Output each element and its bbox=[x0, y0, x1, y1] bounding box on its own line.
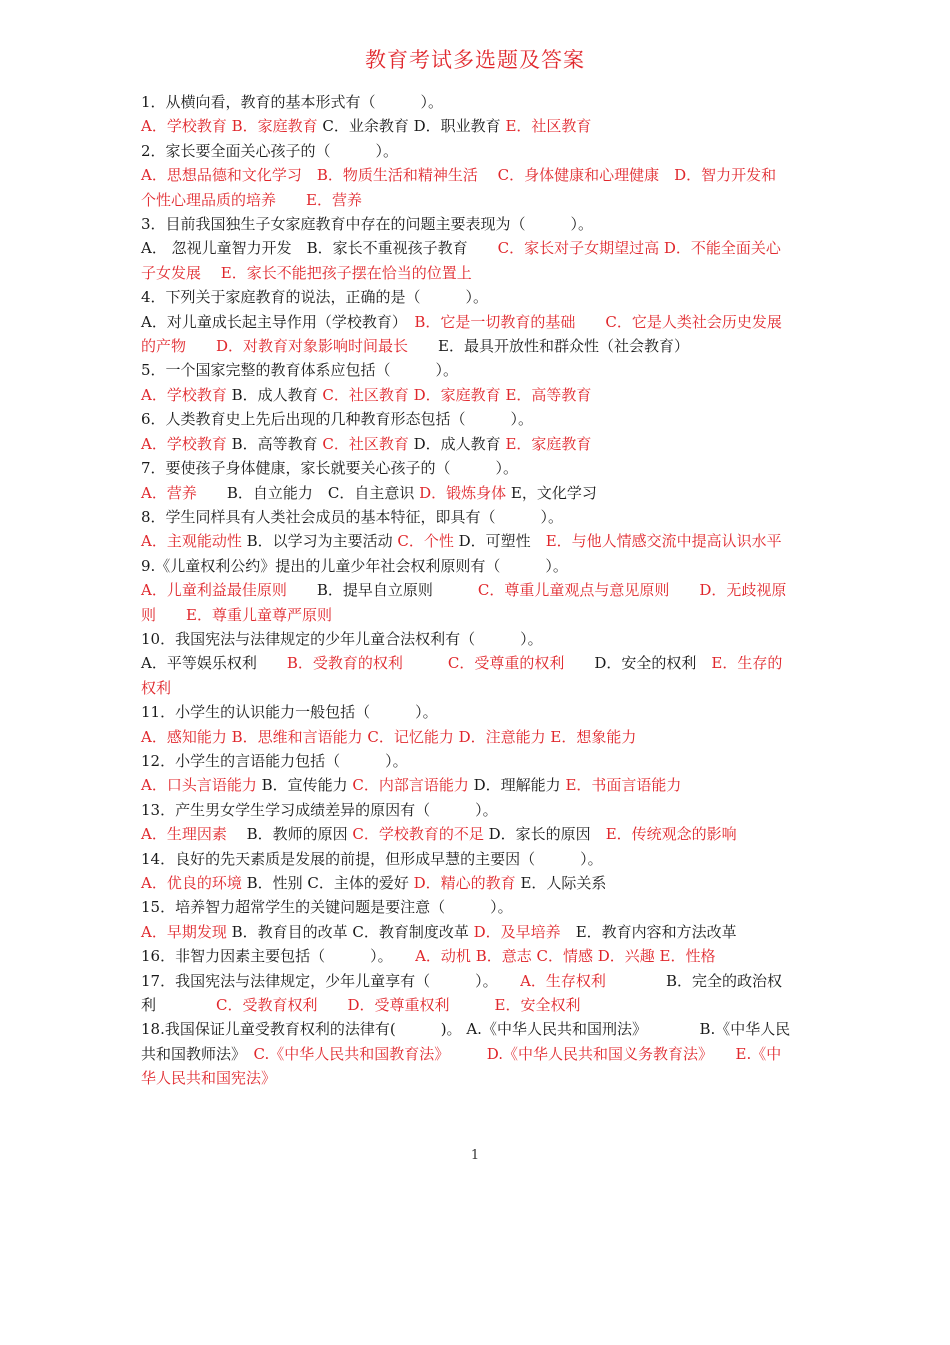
question-1 bbox=[141, 90, 791, 114]
question-text: 14．良好的先天素质是发展的前提，但形成早慧的主要因（ ）。 bbox=[141, 849, 603, 868]
question-8 bbox=[141, 505, 791, 529]
answer-correct-text: E．家庭教育 bbox=[505, 434, 592, 453]
answer-option-text: A.《中华人民共和国刑法》 B.《中华人民共和国教师法》 bbox=[141, 1020, 791, 1063]
answer-correct-text: E．传统观念的影响 bbox=[605, 825, 737, 844]
answer-correct-text: B．受教育的权利 C．受尊重的权利 bbox=[286, 654, 595, 673]
answer-option-text: D．安全的权利 bbox=[594, 654, 712, 673]
answer-correct-text: A．营养 bbox=[141, 483, 227, 502]
answer-option-text: B．教育目的改革 C．教育制度改革 bbox=[231, 922, 474, 941]
answer-option-text: D．成人教育 bbox=[413, 434, 506, 453]
answer-option-text: B．提早自立原则 bbox=[316, 581, 478, 600]
answer-option-text: D．理解能力 bbox=[473, 776, 566, 795]
answer-line bbox=[141, 578, 791, 627]
question-6 bbox=[141, 407, 791, 431]
question-2 bbox=[141, 139, 791, 163]
answer-line bbox=[141, 651, 791, 700]
question-text: 16．非智力因素主要包括（ ）。 bbox=[141, 947, 416, 966]
answer-option-text: E，文化学习 bbox=[510, 483, 597, 502]
answer-correct-text: E．与他人情感交流中提高认识水平 bbox=[545, 532, 782, 551]
answer-option-text: E．最具开放性和群众性（社会教育） bbox=[438, 337, 689, 356]
question-text: 6．人类教育史上先后出现的几种教育形态包括（ ）。 bbox=[141, 410, 534, 429]
answer-correct-text: A．优良的环境 bbox=[141, 874, 247, 892]
answer-correct-text: A．生存权利 bbox=[520, 971, 666, 990]
answer-option-text: E．人际关系 bbox=[520, 874, 607, 892]
question-5 bbox=[141, 358, 791, 382]
answer-option-text: A． 忽视儿童智力开发 B．家长不重视孩子教育 bbox=[141, 239, 498, 258]
answer-correct-text: D．及早培养 bbox=[473, 922, 576, 941]
answer-correct-text: E．社区教育 bbox=[505, 117, 592, 136]
question-text: 7．要使孩子身体健康，家长就要关心孩子的（ ）。 bbox=[141, 459, 519, 478]
question-text: 15．培养智力超常学生的关键问题是要注意（ ）。 bbox=[141, 898, 513, 917]
answer-correct-text: C．学校教育的不足 bbox=[352, 825, 489, 844]
question-10 bbox=[141, 627, 791, 651]
answer-correct-text: D．锻炼身体 bbox=[419, 483, 511, 502]
question-text: 4．下列关于家庭教育的说法，正确的是（ ）。 bbox=[141, 288, 489, 307]
answer-correct-text: C．个性 bbox=[397, 532, 459, 551]
page-title: 教育考试多选题及答案 bbox=[365, 48, 585, 72]
question-text: 1．从横向看，教育的基本形式有（ ）。 bbox=[141, 93, 444, 111]
question-18 bbox=[141, 1017, 791, 1090]
answer-option-text: B．高等教育 bbox=[231, 434, 323, 453]
answer-correct-text: A．生理因素 bbox=[141, 825, 247, 844]
question-text: 11．小学生的认识能力一般包括（ ）。 bbox=[141, 703, 438, 722]
answer-option-text: B．成人教育 bbox=[231, 385, 323, 404]
answer-correct-text: A．动机 B．意志 C．情感 D．兴趣 E．性格 bbox=[415, 947, 716, 966]
answer-line bbox=[141, 163, 791, 212]
answer-correct-text: A．感知能力 B．思维和言语能力 C．记忆能力 D．注意能力 E．想象能力 bbox=[141, 727, 637, 746]
answer-correct-text: D．精心的教育 bbox=[413, 874, 521, 892]
question-14 bbox=[141, 847, 791, 871]
question-17 bbox=[141, 969, 791, 1018]
question-11 bbox=[141, 700, 791, 724]
answer-line bbox=[141, 725, 791, 749]
question-9 bbox=[141, 554, 791, 578]
answer-correct-text: C．社区教育 D．家庭教育 E．高等教育 bbox=[322, 385, 592, 404]
answer-correct-text: A．学校教育 bbox=[141, 434, 232, 453]
question-7 bbox=[141, 456, 791, 480]
question-text: 13．产生男女学生学习成绩差异的原因有（ ）。 bbox=[141, 800, 498, 819]
question-text: 18.我国保证儿童受教育权利的法律有( )。 bbox=[141, 1020, 467, 1039]
page-number: 1 bbox=[470, 1148, 480, 1163]
question-text: 17．我国宪法与法律规定，少年儿童享有（ ）。 bbox=[141, 971, 521, 990]
answer-line bbox=[141, 236, 791, 285]
answer-line bbox=[141, 529, 791, 553]
answer-correct-text: C．社区教育 bbox=[322, 434, 414, 453]
answer-option-text: D．可塑性 bbox=[458, 532, 546, 551]
answer-line bbox=[141, 383, 791, 407]
question-list bbox=[141, 90, 791, 1091]
answer-correct-text: A．主观能动性 bbox=[141, 532, 247, 551]
answer-option-text: A．平等娱乐权利 bbox=[141, 654, 287, 673]
answer-line bbox=[141, 773, 791, 797]
answer-option-text: B．自立能力 C．自主意识 bbox=[226, 483, 420, 502]
question-12 bbox=[141, 749, 791, 773]
question-text: 8．学生同样具有人类社会成员的基本特征，即具有（ ）。 bbox=[141, 507, 564, 526]
question-text: 9.《儿童权利公约》提出的儿童少年社会权利原则有（ ）。 bbox=[141, 556, 568, 575]
answer-correct-text: A．早期发现 bbox=[141, 922, 232, 941]
answer-line bbox=[141, 432, 791, 456]
answer-correct-text: A．思想品德和文化学习 B．物质生活和精神生活 C．身体健康和心理健康 D．智力开发和个性心理品质的培养 E．营养 bbox=[141, 166, 777, 209]
question-13 bbox=[141, 798, 791, 822]
answer-correct-text: A．学校教育 bbox=[141, 385, 232, 404]
answer-correct-text: C．家长对子女期望过高 D．不能全面关心子女发展 E．家长不能把孩子摆在恰当的位置上 bbox=[141, 239, 781, 282]
answer-option-text: B．宣传能力 bbox=[261, 776, 353, 795]
question-16 bbox=[141, 944, 791, 968]
answer-option-text: E．教育内容和方法改革 bbox=[575, 922, 737, 941]
answer-correct-text: C.《中华人民共和国教育法》 D.《中华人民共和国义务教育法》 E.《中华人民共和国宪法》 bbox=[141, 1044, 782, 1088]
answer-correct-text: E．生存的权利 bbox=[141, 654, 783, 697]
question-text: 5．一个国家完整的教育体系应包括（ ）。 bbox=[141, 361, 459, 380]
answer-correct-text: E．书面言语能力 bbox=[565, 776, 682, 795]
answer-correct-text: C．受教育权利 D．受尊重权利 E．安全权利 bbox=[216, 996, 581, 1015]
question-text: 2．家长要全面关心孩子的（ ）。 bbox=[141, 141, 399, 160]
answer-correct-text: C．尊重儿童观点与意见原则 D．无歧视原则 E．尊重儿童尊严原则 bbox=[141, 581, 787, 624]
answer-correct-text: A．学校教育 B．家庭教育 bbox=[141, 117, 323, 136]
question-4 bbox=[141, 285, 791, 309]
answer-correct-text: A．儿童利益最佳原则 bbox=[141, 581, 317, 600]
answer-line bbox=[141, 114, 791, 138]
answer-option-text: B．性别 C．主体的爱好 bbox=[246, 874, 414, 892]
question-text: 12．小学生的言语能力包括（ ）。 bbox=[141, 751, 408, 770]
answer-line bbox=[141, 481, 791, 505]
answer-option-text: B．教师的原因 bbox=[246, 825, 353, 844]
answer-line bbox=[141, 310, 791, 359]
answer-correct-text: C．内部言语能力 bbox=[352, 776, 474, 795]
question-15 bbox=[141, 895, 791, 919]
answer-option-text: B．完全的政治权利 bbox=[141, 971, 782, 1015]
answer-option-text: D．家长的原因 bbox=[488, 825, 606, 844]
answer-option-text: B．以学习为主要活动 bbox=[246, 532, 398, 551]
answer-option-text: A．对儿童成长起主导作用（学校教育） bbox=[141, 312, 415, 331]
answer-correct-text: A．口头言语能力 bbox=[141, 776, 262, 795]
answer-correct-text: B．它是一切教育的基础 C．它是人类社会历史发展的产物 D．对教育对象影响时间最长 bbox=[141, 312, 782, 356]
answer-line bbox=[141, 822, 791, 846]
question-text: 3．目前我国独生子女家庭教育中存在的问题主要表现为（ ）。 bbox=[141, 215, 594, 234]
answer-option-text: C．业余教育 D．职业教育 bbox=[322, 117, 506, 136]
question-text: 10．我国宪法与法律规定的少年儿童合法权利有（ ）。 bbox=[141, 629, 543, 648]
answer-line bbox=[141, 920, 791, 944]
answer-line bbox=[141, 871, 791, 895]
question-3 bbox=[141, 212, 791, 236]
